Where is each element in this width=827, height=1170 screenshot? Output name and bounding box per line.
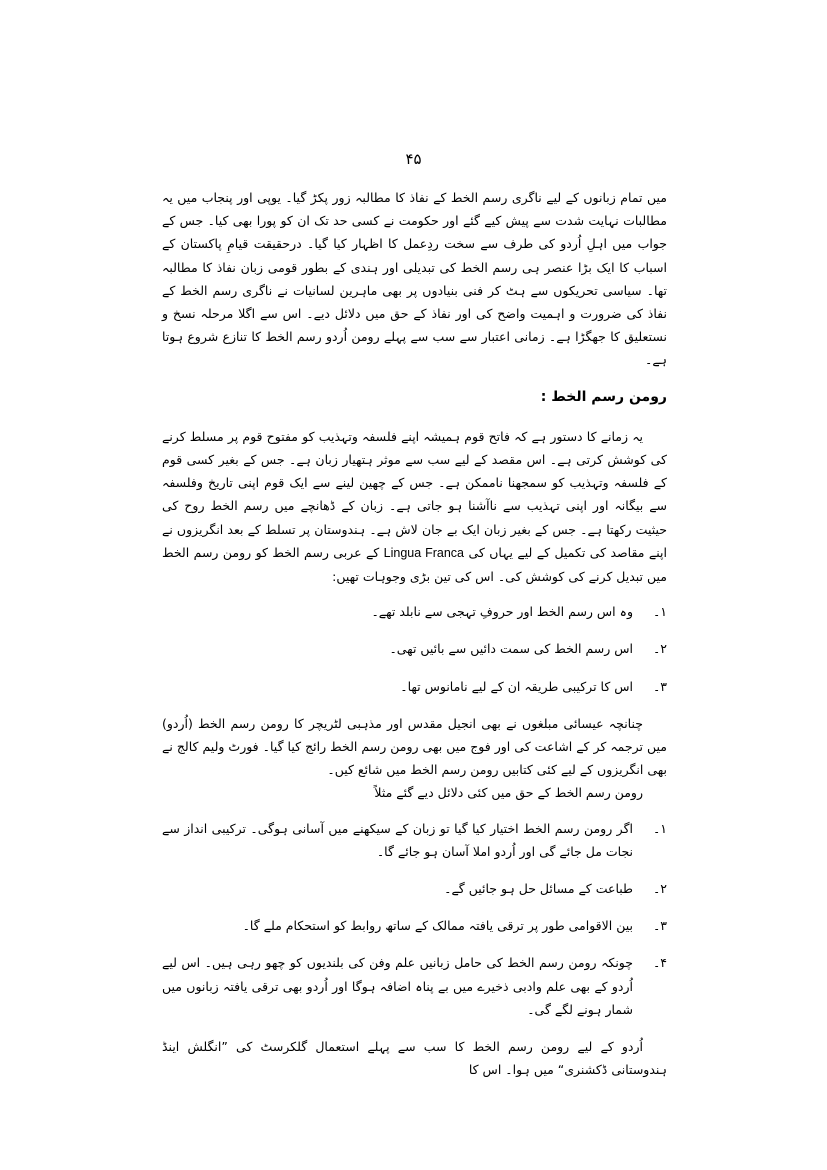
- list-item: [162, 600, 667, 623]
- list-number: ۴۔: [652, 955, 667, 971]
- intro-paragraph: میں تمام زبانوں کے لیے ناگری رسم الخط کے نفاذ کا مطالبہ زور پکڑ گیا۔ یوپی اور پنجاب میں یہ مطالبات نہایت شدت سے پیش کیے گئے اور حکومت نے کسی حد تک ان کو پورا بھی کیا۔ جس کے جواب میں اہلِ اُردو کی طرف سے سخت ردِعمل کا اظہار کیا گیا۔ درحقیقت قیامِ پاکستان کے اسباب کا ایک بڑا عنصر ہی رسم الخط کی تبدیلی اور ہندی کے بطور قومی زبان نفاذ کا مطالبہ تھا۔ سیاسی تحریکوں سے ہٹ کر فنی بنیادوں پر بھی ماہرین لسانیات نے ناگری رسم الخط کے نفاذ کی ضرورت و اہمیت واضح کی اور نفاذ کے حق میں دلائل دیے۔ اس سے اگلا مرحلہ نسخ و نستعلیق کا جھگڑا ہے۔ زمانی اعتبار سے سب سے پہلے رومن اُردو رسم الخط کا تنازع شروع ہوتا ہے۔: [162, 190, 667, 368]
- arguments-list: [162, 817, 667, 1021]
- list-number: ۱۔: [652, 604, 667, 620]
- list-number: ۲۔: [652, 881, 667, 897]
- page-number: ۴۵: [405, 150, 422, 168]
- arguments-intro: رومن رسم الخط کے حق میں کئی دلائل دیے گئے مثلاً: [374, 785, 643, 801]
- roman-paragraph-start: یہ زمانے کا دستور ہے کہ فاتح قوم ہمیشہ اپنے فلسفہ وتہذیب کو مفتوح قوم پر مسلط کرنے کی کوشش کرتی ہے۔ اس مقصد کے لیے سب سے موثر ہتھیار زبان ہے۔ جس کے بغیر کسی قوم کے فلسفہ وتہذیب کو سمجھنا ناممکن ہے۔ جس کے چھین لینے سے ایک قوم اپنی تاریخ وفلسفہ سے بیگانہ اور اپنی تہذیب سے ناآشنا ہو جاتی ہے۔ زبان کے ڈھانچے میں رسم الخط روح کی حیثیت رکھتا ہے۔ جس کے بغیر زبان ایک بے جان لاش ہے۔ ہندوستان پر تسلط کے بعد انگریزوں نے اپنے مقاصد کی تکمیل کے لیے یہاں کی: [162, 428, 667, 560]
- list-number: ۳۔: [652, 678, 667, 694]
- missionaries-paragraph: چنانچہ عیسائی مبلغوں نے بھی انجیل مقدس اور مذہبی لٹریچر کا رومن رسم الخط (اُردو) میں ترجمہ کر کے اشاعت کی اور فوج میں بھی رومن رسم الخط رائج کیا گیا۔ فورٹ ولیم کالج نے بھی انگریزوں کے لیے کئی کتابیں رومن رسم الخط میں شائع کیں۔: [162, 715, 667, 778]
- list-number: ۱۔: [652, 820, 667, 836]
- list-text: اگر رومن رسم الخط اختیار کیا گیا تو زبان کے سیکھنے میں آسانی ہوگی۔ ترکیبی انداز سے نجات مل جائے گی اور اُردو املا آسان ہو جائے گا۔: [162, 820, 633, 859]
- roman-paragraph-end: کے عربی رسم الخط کو رومن رسم الخط میں تبدیل کرنے کی کوشش کی۔ اس کی تین بڑی وجوہات تھیں:: [162, 544, 667, 585]
- list-item: [162, 675, 667, 698]
- page-content: [162, 186, 667, 1082]
- list-item: [162, 817, 667, 863]
- list-item: [162, 951, 667, 1021]
- list-text: طباعت کے مسائل حل ہو جائیں گے۔: [444, 881, 633, 897]
- lingua-franca-term: Lingua Franca: [383, 545, 465, 560]
- list-item: [162, 877, 667, 900]
- list-text: چونکہ رومن رسم الخط کی حامل زبانیں علم وفن کی بلندیوں کو چھو رہی ہیں۔ اس لیے اُردو کے بھی علم وادبی ذخیرے میں بے پناہ اضافہ ہوگا اور اُردو بھی ترقی یافتہ زبانوں میں شمار ہونے لگے گی۔: [162, 955, 633, 1017]
- list-item: [162, 637, 667, 660]
- list-item: [162, 914, 667, 937]
- list-text: اس رسم الخط کی سمت دائیں سے بائیں تھی۔: [389, 641, 633, 657]
- reasons-list: [162, 600, 667, 698]
- roman-script-paragraph: [162, 425, 667, 588]
- list-text: بین الاقوامی طور پر ترقی یافتہ ممالک کے ساتھ روابط کو استحکام ملے گا۔: [242, 918, 633, 934]
- list-number: ۲۔: [652, 641, 667, 657]
- list-text: اس کا ترکیبی طریقہ ان کے لیے نامانوس تھا۔: [400, 678, 633, 694]
- closing-paragraph: اُردو کے لیے رومن رسم الخط کا سب سے پہلے استعمال گلکرسٹ کی ”انگلش اینڈ ہندوستانی ڈکشنری“ میں ہوا۔ اس کا: [162, 1039, 667, 1078]
- list-text: وہ اس رسم الخط اور حروفِ تہجی سے نابلد تھے۔: [371, 604, 633, 620]
- section-heading: رومن رسم الخط :: [540, 388, 667, 405]
- list-number: ۳۔: [652, 918, 667, 934]
